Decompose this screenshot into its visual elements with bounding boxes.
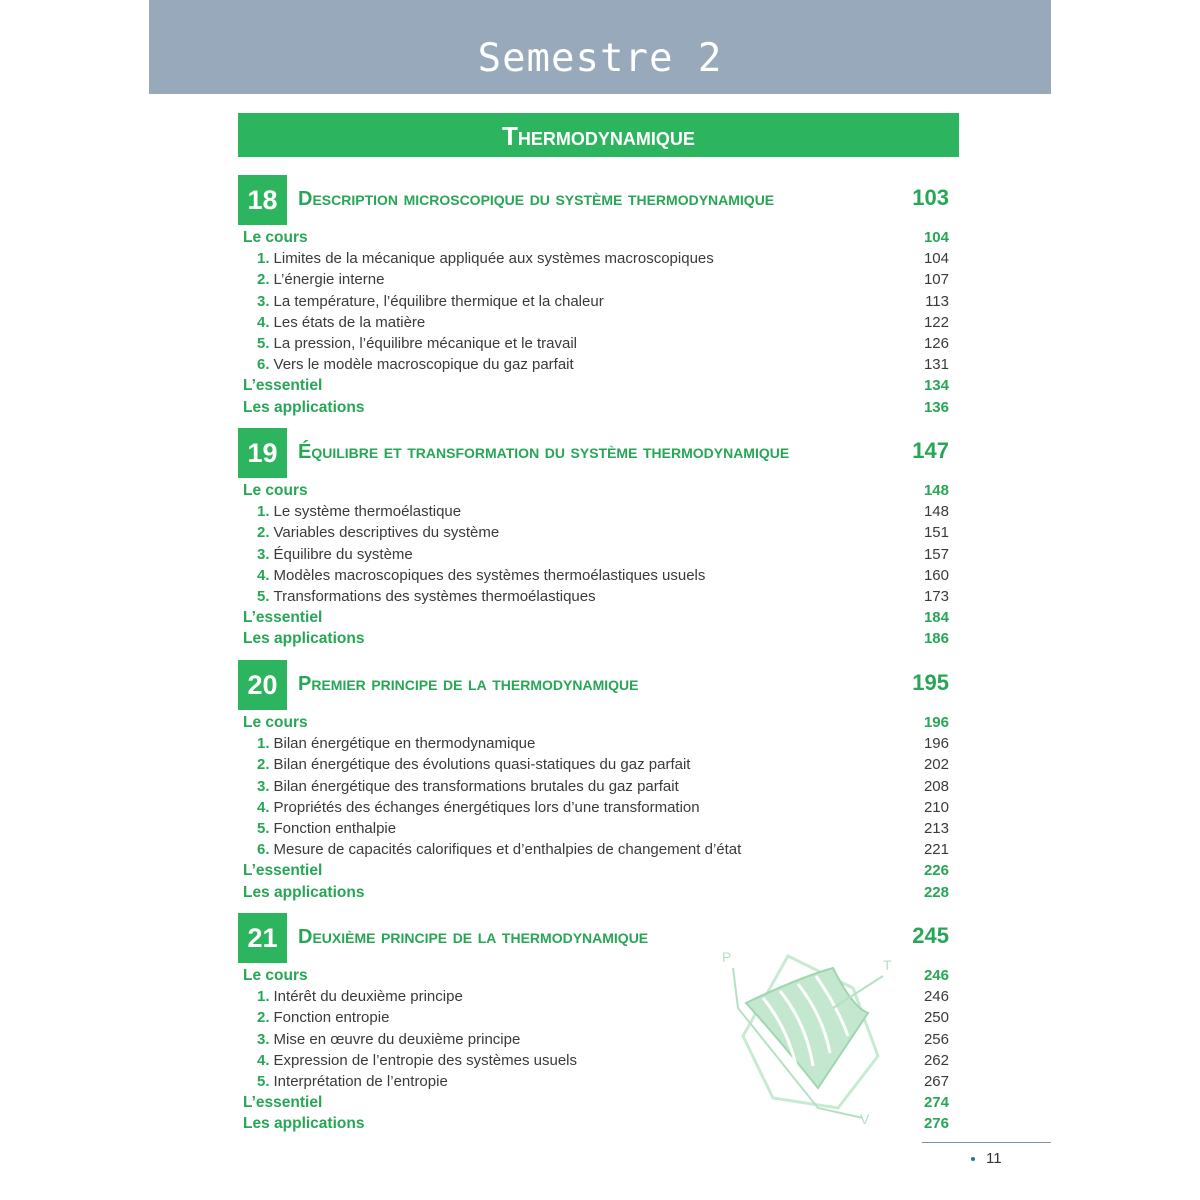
axis-p-label: P (722, 949, 732, 965)
item-title: Fonction enthalpie (273, 819, 397, 837)
toc-item[interactable] (238, 522, 951, 543)
item-number: 1. (257, 503, 270, 521)
item-number: 6. (257, 841, 270, 859)
item-number: 2. (257, 271, 270, 289)
toc-essentiel[interactable] (238, 607, 951, 628)
toc-label (257, 333, 577, 354)
toc-page: 226 (923, 862, 949, 880)
toc-cours[interactable] (238, 480, 951, 501)
toc-label (257, 565, 705, 586)
toc-page: 148 (923, 482, 949, 499)
toc-page: 274 (923, 1094, 949, 1112)
toc-page: 148 (923, 503, 949, 521)
chapter-title[interactable]: Premier principe de la thermodynamique (298, 673, 639, 695)
toc-page: 213 (923, 819, 949, 837)
chapter-page: 245 (912, 923, 949, 948)
section-title: Thermodynamique (502, 121, 695, 151)
toc-page: 122 (923, 313, 949, 331)
toc-item[interactable] (238, 733, 951, 754)
item-title: Expression de l’entropie des systèmes usuels (273, 1051, 578, 1069)
item-title: Intérêt du deuxième principe (273, 988, 463, 1006)
toc-label (257, 1050, 577, 1071)
item-number: 4. (257, 798, 270, 816)
item-number: 4. (257, 1051, 270, 1069)
toc-item[interactable] (238, 312, 951, 333)
toc-page: 267 (923, 1072, 949, 1090)
chapter-header[interactable] (238, 428, 951, 478)
toc-applications[interactable] (238, 397, 951, 418)
toc-cours[interactable] (238, 712, 951, 733)
toc-label: L’essentiel (243, 609, 323, 627)
item-title: Bilan énergétique des transformations brutales du gaz parfait (273, 777, 679, 795)
axis-t-label: T (883, 957, 892, 973)
item-title: Équilibre du système (273, 545, 413, 563)
toc-page: 208 (923, 777, 949, 795)
banner-title: Semestre 2 (477, 36, 723, 81)
toc-label: Le cours (243, 714, 308, 731)
toc-page: 131 (923, 356, 949, 374)
item-number: 1. (257, 250, 270, 268)
toc-item[interactable] (238, 839, 951, 860)
item-number: 4. (257, 566, 270, 584)
item-number: 4. (257, 313, 270, 331)
page-number: 11 (986, 1150, 1002, 1167)
toc-item[interactable] (238, 354, 951, 375)
toc-page: 210 (923, 798, 949, 816)
chapter-number: 18 (238, 175, 287, 225)
chapter-18 (238, 175, 951, 418)
toc-item[interactable] (238, 818, 951, 839)
chapter-title[interactable]: Description microscopique du système thermodynamique (298, 188, 775, 210)
toc-page: 196 (923, 735, 949, 753)
toc-page: 126 (923, 334, 949, 352)
toc-page: 134 (923, 377, 949, 395)
toc-label (257, 501, 461, 522)
toc-page: 250 (923, 1009, 949, 1027)
item-title: Propriétés des échanges énergétiques lors d’une transformation (273, 798, 700, 816)
toc-item[interactable] (238, 544, 951, 565)
toc-applications[interactable] (238, 628, 951, 649)
toc-item[interactable] (238, 269, 951, 290)
toc-item[interactable] (238, 776, 951, 797)
item-number: 1. (257, 735, 270, 753)
toc-label (257, 818, 396, 839)
toc-label: Le cours (243, 229, 308, 246)
item-number: 2. (257, 1009, 270, 1027)
item-number: 3. (257, 292, 270, 310)
toc-page: 107 (923, 271, 949, 289)
toc-page: 262 (923, 1051, 949, 1069)
chapter-header[interactable] (238, 175, 951, 225)
toc-label: Les applications (243, 630, 365, 648)
toc-label (257, 1071, 448, 1092)
chapter-header[interactable] (238, 660, 951, 710)
item-title: Variables descriptives du système (273, 524, 500, 542)
toc-page: 256 (923, 1030, 949, 1048)
toc-item[interactable] (238, 291, 951, 312)
toc-page: 173 (923, 587, 949, 605)
toc-label (257, 586, 596, 607)
toc-label (257, 354, 574, 375)
chapter-page: 147 (912, 438, 949, 463)
item-title: Bilan énergétique des évolutions quasi-statiques du gaz parfait (273, 756, 691, 774)
item-title: La pression, l’équilibre mécanique et le travail (273, 334, 578, 352)
item-number: 5. (257, 819, 270, 837)
toc-page: 104 (923, 229, 949, 246)
toc-label (257, 544, 413, 565)
toc-label: Le cours (243, 482, 308, 499)
toc-page: 276 (923, 1115, 949, 1133)
toc-label (257, 269, 384, 290)
toc-label (257, 522, 499, 543)
toc-page: 202 (923, 756, 949, 774)
toc-label (257, 291, 604, 312)
toc-item[interactable] (238, 248, 951, 269)
chapter-page: 103 (912, 185, 949, 210)
toc-essentiel[interactable] (238, 375, 951, 396)
toc-label (257, 776, 679, 797)
chapter-19 (238, 428, 951, 650)
chapter-number: 21 (238, 913, 287, 963)
item-number: 3. (257, 545, 270, 563)
chapter-page: 195 (912, 670, 949, 695)
item-number: 6. (257, 356, 270, 374)
item-number: 3. (257, 1030, 270, 1048)
toc-item[interactable] (238, 501, 951, 522)
toc-label (257, 986, 463, 1007)
toc-page: 184 (923, 609, 949, 627)
toc-label (257, 1007, 389, 1028)
footer-divider (922, 1142, 1051, 1143)
toc-page: 113 (925, 292, 949, 310)
item-number: 5. (257, 1072, 270, 1090)
item-title: Mise en œuvre du deuxième principe (273, 1030, 521, 1048)
axis-p-line (733, 968, 738, 1008)
item-title: Les états de la matière (273, 313, 426, 331)
toc-essentiel[interactable] (238, 860, 951, 881)
toc-label: Les applications (243, 883, 365, 901)
toc-page: 157 (923, 545, 949, 563)
toc-label (257, 797, 700, 818)
toc-page: 196 (923, 714, 949, 731)
item-title: Interprétation de l’entropie (273, 1072, 448, 1090)
toc-applications[interactable] (238, 882, 951, 903)
item-title: La température, l’équilibre thermique et la chaleur (273, 292, 604, 310)
toc-item[interactable] (238, 754, 951, 775)
toc-page: 246 (923, 967, 949, 984)
toc-label: L’essentiel (243, 1094, 323, 1112)
chapter-number: 19 (238, 428, 287, 478)
item-number: 2. (257, 524, 270, 542)
toc-label: Les applications (243, 398, 365, 416)
toc-page: 228 (923, 883, 949, 901)
toc-label (257, 733, 535, 754)
chapter-number: 20 (238, 660, 287, 710)
chapter-20 (238, 660, 951, 903)
toc-page: 221 (923, 841, 949, 859)
toc-label: L’essentiel (243, 377, 323, 395)
item-number: 5. (257, 334, 270, 352)
toc-page: 160 (923, 566, 949, 584)
header-banner (149, 0, 1051, 94)
toc-label (257, 754, 690, 775)
toc-label: Le cours (243, 967, 308, 984)
toc-label (257, 248, 714, 269)
item-number: 3. (257, 777, 270, 795)
chapter-title[interactable]: Deuxième principe de la thermodynamique (298, 926, 649, 948)
toc-label (257, 1029, 520, 1050)
item-number: 1. (257, 988, 270, 1006)
toc-label: Les applications (243, 1115, 365, 1133)
item-number: 2. (257, 756, 270, 774)
item-title: Mesure de capacités calorifiques et d’enthalpies de changement d’état (273, 841, 742, 859)
axis-v-label: V (860, 1111, 870, 1127)
toc-page: 104 (923, 250, 949, 268)
item-number: 5. (257, 587, 270, 605)
item-title: Limites de la mécanique appliquée aux systèmes macroscopiques (273, 250, 714, 268)
item-title: Le système thermoélastique (273, 503, 462, 521)
toc-label (257, 839, 741, 860)
toc-page: 136 (923, 398, 949, 416)
item-title: Vers le modèle macroscopique du gaz parfait (273, 356, 574, 374)
item-title: Transformations des systèmes thermoélastiques (273, 587, 596, 605)
toc-label: L’essentiel (243, 862, 323, 880)
item-title: Bilan énergétique en thermodynamique (273, 735, 536, 753)
toc-page: 246 (923, 988, 949, 1006)
toc-item[interactable] (238, 333, 951, 354)
item-title: L’énergie interne (273, 271, 385, 289)
toc-item[interactable] (238, 586, 951, 607)
toc-item[interactable] (238, 797, 951, 818)
item-title: Modèles macroscopiques des systèmes thermoélastiques usuels (273, 566, 706, 584)
item-title: Fonction entropie (273, 1009, 390, 1027)
chapter-title[interactable]: Équilibre et transformation du système thermodynamique (298, 441, 790, 463)
thermo-surface-illustration (718, 948, 892, 1128)
toc-cours[interactable] (238, 227, 951, 248)
toc-page: 186 (923, 630, 949, 648)
section-header (238, 113, 959, 157)
toc-label (257, 312, 425, 333)
toc-page: 151 (923, 524, 949, 542)
toc-item[interactable] (238, 565, 951, 586)
bullet-icon (971, 1157, 975, 1161)
